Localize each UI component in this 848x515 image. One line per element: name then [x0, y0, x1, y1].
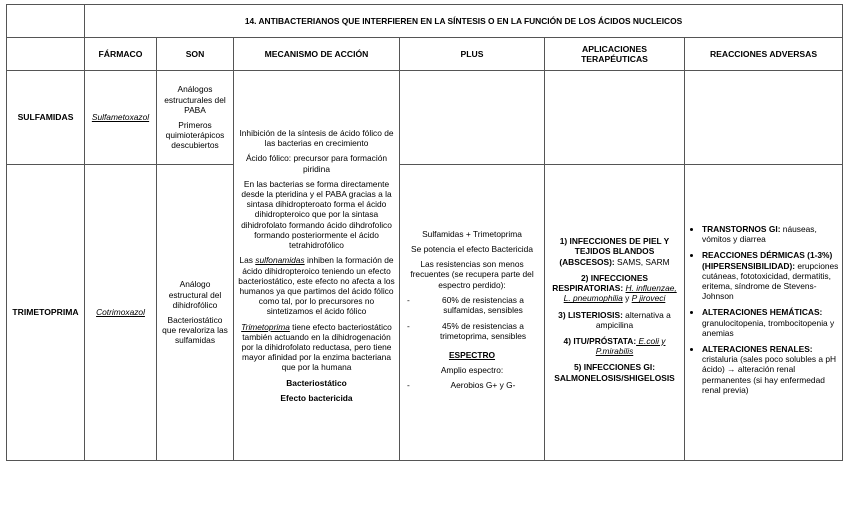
reaccion-item: • TRANSTORNOS GI: náuseas, vómitos y diarrea	[702, 224, 839, 244]
mecanismo-p5: Trimetoprima tiene efecto bacteriostático también actuando en la dihidrogenación por la dihidrofolato reductasa, pero tiene mayor afinidad por la enzima bacteriana que por la humana	[241, 321, 392, 373]
son-trimetoprima	[157, 165, 234, 461]
mecanismo-p2: Ácido fólico: precursor para formación piridina	[245, 153, 388, 174]
son-sulfamidas-1: Análogos estructurales del PABA	[164, 84, 226, 115]
son-sulfamidas	[157, 71, 234, 165]
son-sulfamidas-2: Primeros quimioterápicos descubiertos	[165, 120, 225, 151]
mecanismo-p7: Efecto bactericida	[280, 392, 353, 403]
resistance-list	[403, 295, 541, 342]
plus-cell	[400, 165, 545, 461]
reaccion-item: • REACCIONES DÉRMICAS (1-3%) (HIPERSENSIBILIDAD): erupciones cutáneas, fototoxicidad, dermatitis, eritema, síndrome de Stevens-Johnson	[702, 250, 839, 301]
plus-empty-cell	[400, 71, 545, 165]
header-mecanismo: MECANISMO DE ACCIÓN	[234, 38, 400, 71]
aplicacion-item: 3) LISTERIOSIS: alternativa a ampicilina	[558, 309, 671, 330]
header-farmaco: FÁRMACO	[85, 38, 157, 71]
drug-sulfametoxazol: Sulfametoxazol	[85, 71, 157, 165]
espectro-item: - Aerobios G+ y G-	[403, 380, 541, 390]
resistance-item: - 60% de resistencias a sulfamidas, sensibles	[403, 295, 541, 315]
trimetoprima-term: Trimetoprima	[241, 321, 290, 332]
empty-header-cell	[7, 38, 85, 71]
aplicaciones-empty-cell	[545, 71, 685, 165]
aplicacion-item: 2) INFECCIONES RESPIRATORIAS: H. influenzae, L. pneumophilia y P jiroveci	[552, 272, 677, 304]
antibacterial-table	[6, 4, 843, 461]
plus-p3: Las resistencias son menos frecuentes (se recupera parte del espectro perdido):	[410, 259, 534, 290]
aplicacion-item: 1) INFECCIONES DE PIEL Y TEJIDOS BLANDOS (ABSCESOS): SAMS, SARM	[559, 236, 670, 267]
row-label-trimetoprima: TRIMETOPRIMA	[7, 165, 85, 461]
espectro-heading: ESPECTRO	[448, 349, 496, 360]
plus-p2: Se potencia el efecto Bactericida	[411, 243, 533, 254]
header-plus: PLUS	[400, 38, 545, 71]
empty-corner-cell	[7, 5, 85, 38]
header-son: SON	[157, 38, 234, 71]
reacciones-list	[688, 224, 839, 395]
row-label-sulfamidas: SULFAMIDAS	[7, 71, 85, 165]
header-reacciones: REACCIONES ADVERSAS	[685, 38, 843, 71]
son-trimetoprima-1: Análogo estructural del dihidrofólico	[168, 279, 222, 310]
son-trimetoprima-2: Bacteriostático que revaloriza las sulfamidas	[162, 315, 228, 346]
mecanismo-p3: En las bacterias se forma directamente desde la pteridina y el PABA gracias a la sintasa dihidropteroato forma el ácido dihidropteroico que por la sintasa dihidrofolato formando ácido dihdrofolico formando posteriormente el ácido tetrahidrofólico	[241, 178, 392, 251]
reaccion-item: • ALTERACIONES RENALES: cristaluria (sales poco solubles a pH ácido) → alteración renal permanentes (si hay enfermedad renal previa)	[702, 344, 839, 395]
reacciones-cell	[685, 165, 843, 461]
reaccion-item: • ALTERACIONES HEMÁTICAS: granulocitopenia, trombocitopenia y anemias	[702, 307, 839, 338]
mecanismo-p6: Bacteriostático	[286, 377, 347, 388]
header-aplicaciones: APLICACIONES TERAPÉUTICAS	[545, 38, 685, 71]
sulfonamidas-term: sulfonamidas	[255, 255, 305, 266]
plus-p1: Sulfamidas + Trimetoprima	[422, 228, 522, 239]
aplicaciones-list	[548, 236, 681, 382]
reacciones-empty-cell	[685, 71, 843, 165]
espectro-amplio: Amplio espectro:	[440, 364, 504, 375]
aplicaciones-cell	[545, 165, 685, 461]
table-title: 14. ANTIBACTERIANOS QUE INTERFIEREN EN LA SÍNTESIS O EN LA FUNCIÓN DE LOS ÁCIDOS NUCLEICOS	[85, 5, 843, 38]
drug-cotrimoxazol: Cotrimoxazol	[85, 165, 157, 461]
resistance-item: - 45% de resistencias a trimetoprima, sensibles	[403, 321, 541, 341]
mecanismo-p4: Las sulfonamidas inhiben la formación de ácido dihidropteroico teniendo un efecto bacteriostático, este efecto no afecta a los humanos ya que partimos del ácido fólico como tal, por lo precursores no sintetizamos el ácido fólico	[238, 255, 395, 317]
aplicacion-item: 4) ITU/PRÓSTATA: E.coli y P.mirabilis	[563, 335, 666, 357]
espectro-list	[403, 380, 541, 390]
aplicacion-item: 5) INFECCIONES GI: SALMONELOSIS/SHIGELOSIS	[554, 362, 675, 383]
mecanismo-cell	[234, 71, 400, 461]
mecanismo-p1: Inhibición de la síntesis de ácido fólico de las bacterias en crecimiento	[239, 128, 394, 149]
